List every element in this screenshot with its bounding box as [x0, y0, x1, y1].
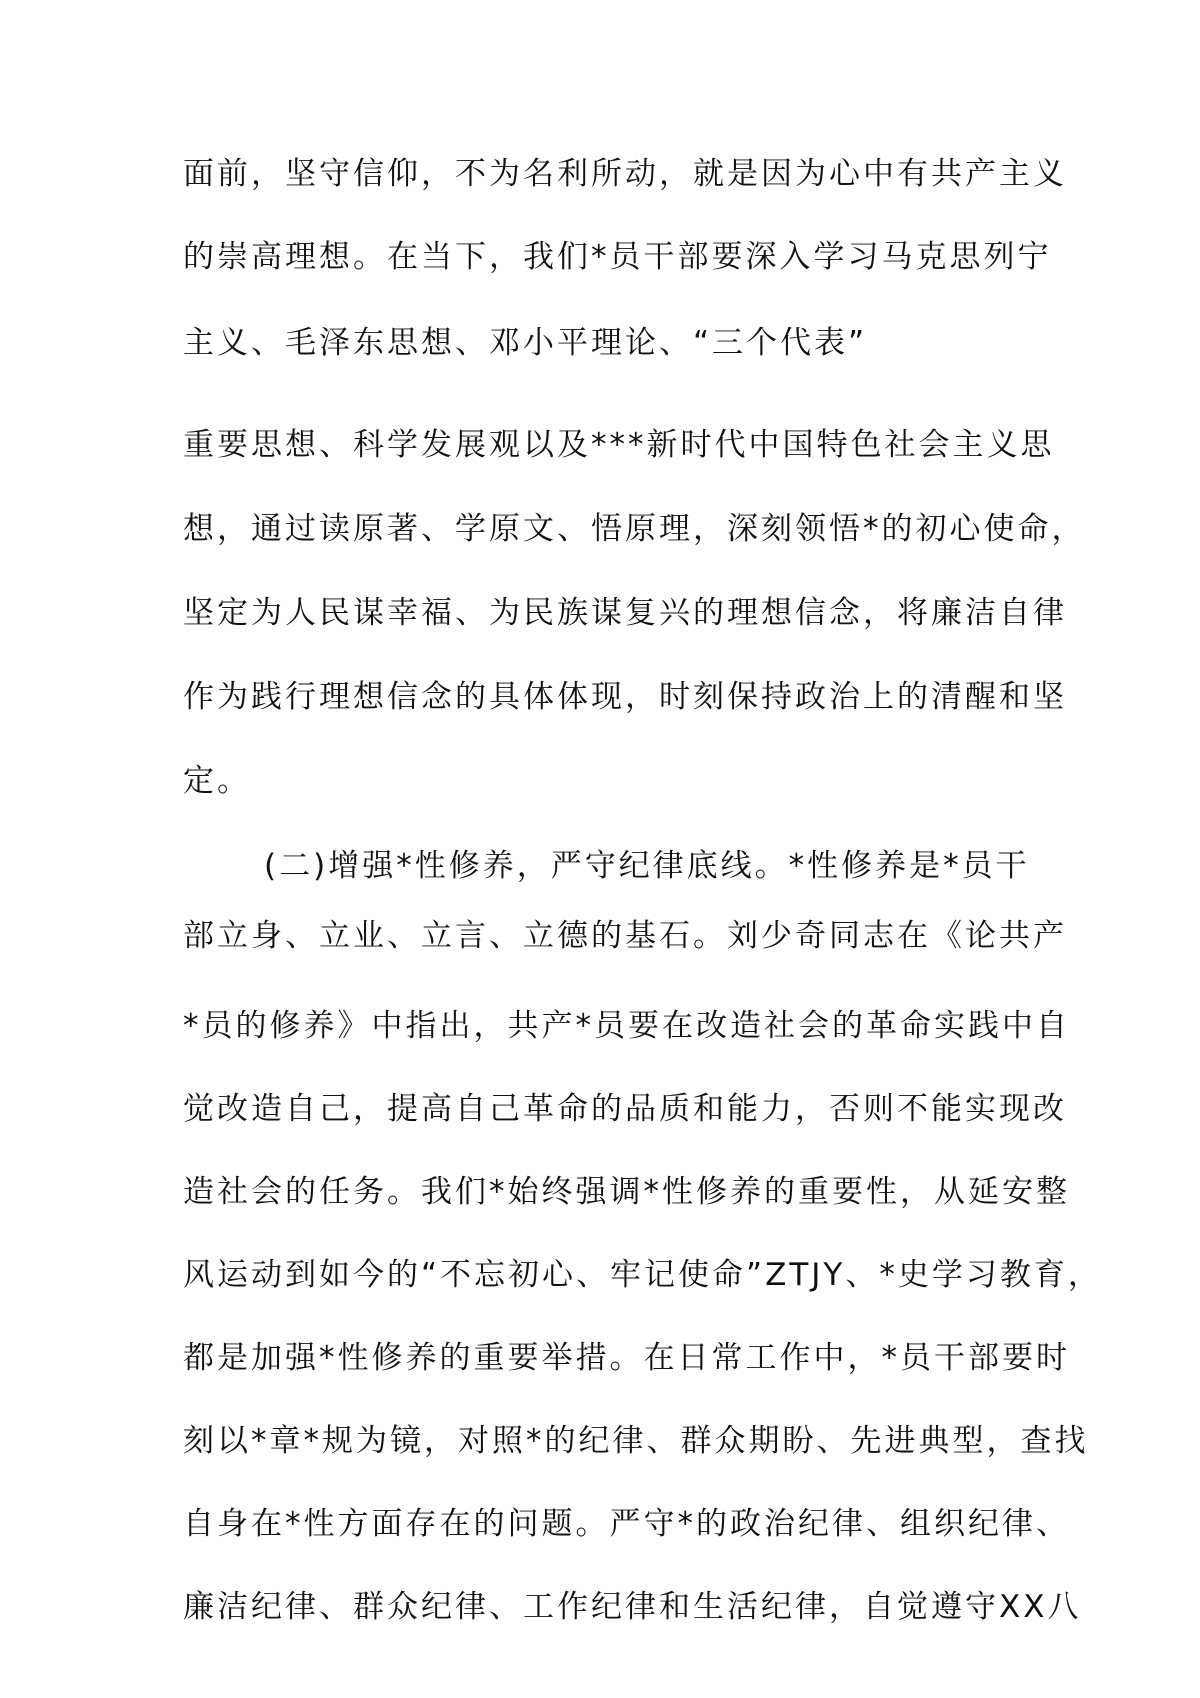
- text-line: 造社会的任务。我们*始终强调*性修养的重要性，从延安整: [183, 1174, 1070, 1210]
- section-heading-line: (二)增强*性修养，严守纪律底线。*性修养是*员干: [264, 848, 1030, 884]
- text-line: 刻以*章*规为镜，对照*的纪律、群众期盼、先进典型，查找: [183, 1423, 1089, 1459]
- text-line: 作为践行理想信念的具体体现，时刻保持政治上的清醒和坚: [183, 679, 1067, 715]
- text-line: 主义、毛泽东思想、邓小平理论、“三个代表”: [183, 325, 868, 361]
- text-line: 自身在*性方面存在的问题。严守*的政治纪律、组织纪律、: [183, 1506, 1070, 1542]
- text-line: 定。: [183, 763, 251, 799]
- text-line: 坚定为人民谋幸福、为民族谋复兴的理想信念，将廉洁自律: [183, 595, 1067, 631]
- text-line: *员的修养》中指出，共产*员要在改造社会的革命实践中自: [183, 1008, 1070, 1044]
- text-line: 风运动到如今的“不忘初心、牢记使命”ZTJY、*史学习教育，: [183, 1257, 1102, 1293]
- text-line: 觉改造自己，提高自己革命的品质和能力，否则不能实现改: [183, 1091, 1067, 1127]
- text-line: 廉洁纪律、群众纪律、工作纪律和生活纪律，自觉遵守XX八: [183, 1589, 1082, 1625]
- text-line: 想，通过读原著、学原文、悟原理，深刻领悟*的初心使命，: [183, 511, 1086, 547]
- text-line: 的崇高理想。在当下，我们*员干部要深入学习马克思列宁: [183, 239, 1052, 275]
- text-line: 重要思想、科学发展观以及***新时代中国特色社会主义思: [183, 427, 1055, 463]
- text-line: 部立身、立业、立言、立德的基石。刘少奇同志在《论共产: [183, 918, 1067, 954]
- text-line: 都是加强*性修养的重要举措。在日常工作中，*员干部要时: [183, 1340, 1070, 1376]
- text-line: 面前，坚守信仰，不为名利所动，就是因为心中有共产主义: [183, 156, 1067, 192]
